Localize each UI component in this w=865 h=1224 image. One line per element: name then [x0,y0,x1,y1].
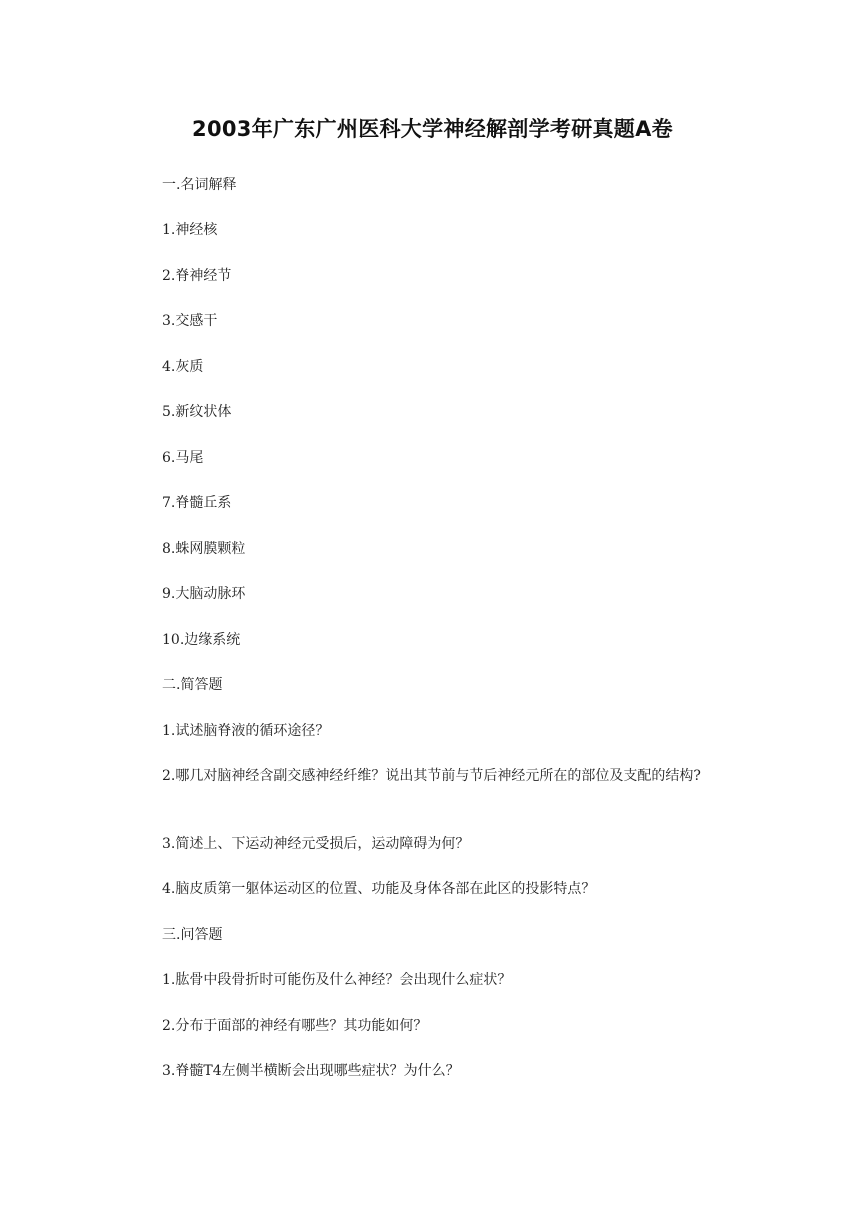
section-heading-short-answer: 二.简答题 [162,677,223,693]
term-item: 7.脊髓丘系 [162,495,232,511]
document-title: 2003年广东广州医科大学神经解剖学考研真题A卷 [192,117,673,141]
term-item: 8.蛛网膜颗粒 [162,541,246,557]
term-item: 3.交感干 [162,313,218,329]
section-heading-terms: 一.名词解释 [162,177,237,193]
short-answer-item: 1.试述脑脊液的循环途径？ [162,723,330,739]
essay-item: 3.脊髓T4左侧半横断会出现哪些症状？为什么？ [162,1063,460,1079]
short-answer-item: 4.脑皮质第一躯体运动区的位置、功能及身体各部在此区的投影特点？ [162,881,596,897]
section-heading-essay: 三.问答题 [162,927,223,943]
term-item: 10.边缘系统 [162,632,241,648]
term-item: 4.灰质 [162,359,204,375]
essay-item: 1.肱骨中段骨折时可能伤及什么神经？会出现什么症状？ [162,972,512,988]
essay-item: 2.分布于面部的神经有哪些？其功能如何？ [162,1018,428,1034]
term-item: 1.神经核 [162,222,218,238]
term-item: 2.脊神经节 [162,268,232,284]
term-item: 5.新纹状体 [162,404,232,420]
short-answer-item: 3.简述上、下运动神经元受损后，运动障碍为何？ [162,836,470,852]
term-item: 6.马尾 [162,450,204,466]
short-answer-item: 2.哪几对脑神经含副交感神经纤维？说出其节前与节后神经元所在的部位及支配的结构? [162,768,701,784]
term-item: 9.大脑动脉环 [162,586,246,602]
